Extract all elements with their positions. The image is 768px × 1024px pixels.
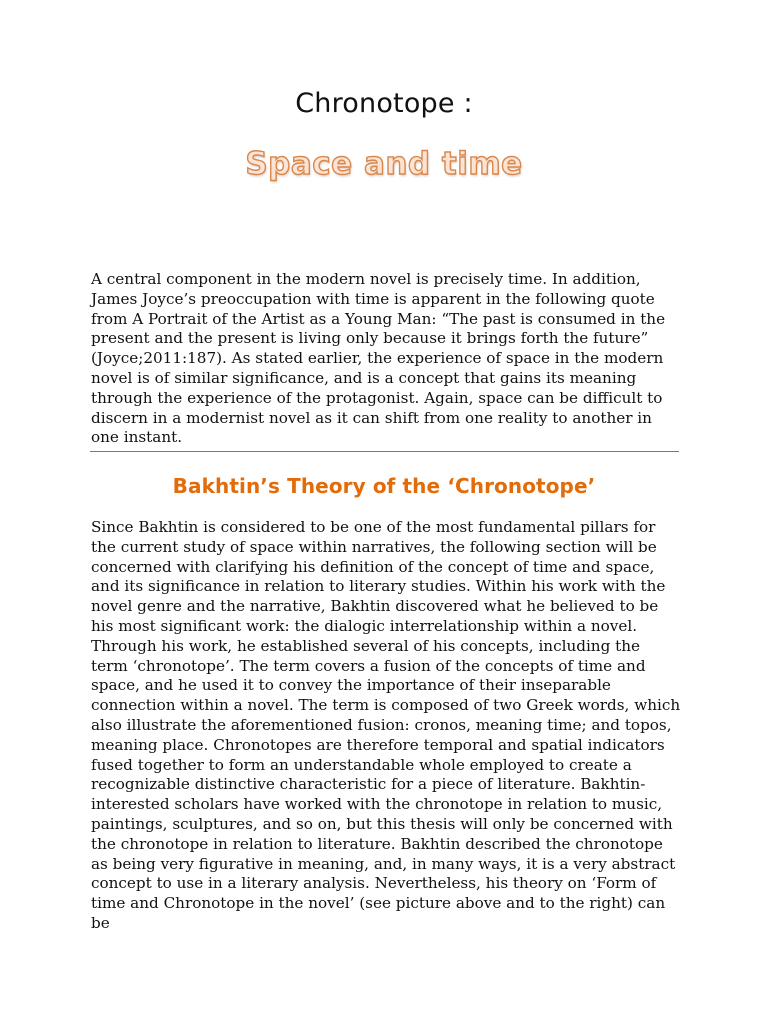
section-divider: [90, 451, 679, 452]
page-title: Chronotope :: [295, 88, 473, 119]
page-subtitle: Space and time: [245, 146, 523, 182]
section-paragraph: Since Bakhtin is considered to be one of the most fundamental pillars for the current study of space within narratives, the following section will be concerned with clarifying his definition of the concept of time and space, and its significance in relation to literary studies. Within his work with the novel genre and the narrative, Bakhtin discovered what he believed to be his most significant work: the dialogic interrelationship within a novel. Through his work, he established several of his concepts, including the term ‘chronotope’. The term covers a fusion of the concepts of time and space, and he used it to convey the importance of their inseparable connection within a novel. The term is composed of two Greek words, which also illustrate the aforementioned fusion: cronos, meaning time; and topos, meaning place. Chronotopes are therefore temporal and spatial indicators fused together to form an understandable whole employed to create a recognizable distinctive characteristic for a piece of literature. Bakhtin-interested scholars have worked with the chronotope in relation to music, paintings, sculptures, and so on, but this thesis will only be concerned with the chronotope in relation to literature. Bakhtin described the chronotope as being very figurative in meaning, and, in many ways, it is a very abstract concept to use in a literary analysis. Nevertheless, his theory on ‘Form of time and Chronotope in the novel’ (see picture above and to the right) can be: [91, 518, 681, 932]
section-heading: Bakhtin’s Theory of the ‘Chronotope’: [172, 474, 596, 498]
intro-paragraph: A central component in the modern novel is precisely time. In addition, James Joyce’s preoccupation with time is apparent in the following quote from A Portrait of the Artist as a Young Man: “The past is consumed in the present and the present is living only because it brings forth the future” (Joyce;2011:187). As stated earlier, the experience of space in the modern novel is of similar significance, and is a concept that gains its meaning through the experience of the protagonist. Again, space can be difficult to discern in a modernist novel as it can shift from one reality to another in one instant.: [91, 270, 666, 447]
